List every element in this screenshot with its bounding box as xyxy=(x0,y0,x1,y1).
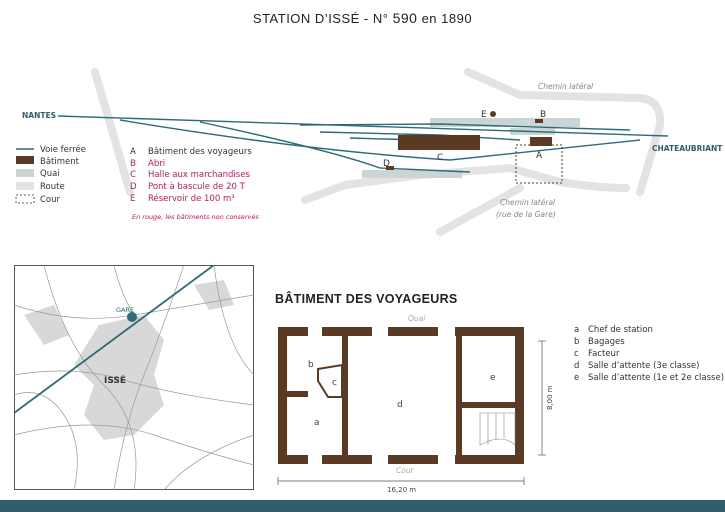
legend-building-label: Bâtiment xyxy=(40,157,79,167)
road-south-sublabel: (rue de la Gare) xyxy=(496,210,556,219)
room-d-label: d xyxy=(397,400,403,410)
title-prefix: STATION D’ISSÉ - N° xyxy=(252,11,389,26)
room-legend-e-letter: e xyxy=(574,373,580,383)
key-text-b: Abri xyxy=(148,159,166,169)
building-title: BÂTIMENT DES VOYAGEURS xyxy=(275,292,458,306)
key-text-a: Bâtiment des voyageurs xyxy=(148,147,252,157)
letter-e: E xyxy=(481,110,487,120)
legend-building-swatch xyxy=(16,156,34,164)
walls xyxy=(278,327,524,464)
legend-cour-swatch xyxy=(16,195,34,203)
legend-cour-label: Cour xyxy=(40,195,61,205)
key-letter-a: A xyxy=(130,147,136,157)
reservoir-e xyxy=(490,111,496,117)
letter-c: C xyxy=(437,153,444,163)
letter-a: A xyxy=(536,151,543,161)
legend-track-label: Voie ferrée xyxy=(40,145,86,155)
legend-quai-swatch xyxy=(16,169,34,177)
key-letter-b: B xyxy=(130,159,136,169)
legend-route-swatch xyxy=(16,182,34,190)
key-letter-d: D xyxy=(130,182,137,192)
label-cour: Cour xyxy=(396,466,414,475)
letter-d: D xyxy=(383,159,390,169)
legend-note: En rouge, les bâtiments non conservés xyxy=(132,213,259,221)
room-a-label: a xyxy=(314,418,320,428)
town-label: ISSÉ xyxy=(104,376,127,386)
room-legend-b-name: Bagages xyxy=(588,337,625,347)
room-legend-d-name: Salle d’attente (3e classe) xyxy=(588,361,700,371)
facteur-wall xyxy=(318,365,342,397)
legend xyxy=(10,140,270,240)
key-letter-e: E xyxy=(130,194,136,204)
label-chateaubriant: CHATEAUBRIANT xyxy=(652,144,723,153)
key-text-d: Pont à bascule de 20 T xyxy=(148,182,245,192)
width-label: 16,20 m xyxy=(387,486,417,494)
key-letter-c: C xyxy=(130,170,136,180)
room-e-label: e xyxy=(490,373,496,383)
key-text-e: Réservoir de 100 m³ xyxy=(148,194,235,204)
station-number: 590 xyxy=(392,10,418,26)
footer-bar xyxy=(0,500,725,512)
room-b-label: b xyxy=(308,360,314,370)
room-legend-a-name: Chef de station xyxy=(588,325,653,335)
locator-map xyxy=(14,265,254,490)
letter-b: B xyxy=(540,110,547,120)
road-north-label: Chemin latéral xyxy=(538,82,594,91)
road-south-label: Chemin latéral xyxy=(500,198,556,207)
room-legend-e-name: Salle d’attente (1e et 2e classe) xyxy=(588,373,725,383)
key-text-c: Halle aux marchandises xyxy=(148,170,250,180)
title-suffix: en 1890 xyxy=(421,11,473,26)
label-quai: Quai xyxy=(408,314,426,323)
staircase xyxy=(480,413,515,445)
legend-quai-label: Quai xyxy=(40,169,60,179)
height-label: 8,00 m xyxy=(546,385,554,410)
room-legend-c-name: Facteur xyxy=(588,349,620,359)
room-legend-d-letter: d xyxy=(574,361,580,371)
room-legend-c-letter: c xyxy=(574,349,579,359)
room-legend xyxy=(572,322,725,392)
station-label: GARE xyxy=(116,306,135,314)
room-c-label: c xyxy=(332,378,337,388)
label-nantes: NANTES xyxy=(22,111,56,120)
building-c xyxy=(398,135,480,150)
legend-route-label: Route xyxy=(40,182,65,192)
room-legend-b-letter: b xyxy=(574,337,580,347)
room-legend-a-letter: a xyxy=(574,325,580,335)
road-south xyxy=(305,168,626,200)
